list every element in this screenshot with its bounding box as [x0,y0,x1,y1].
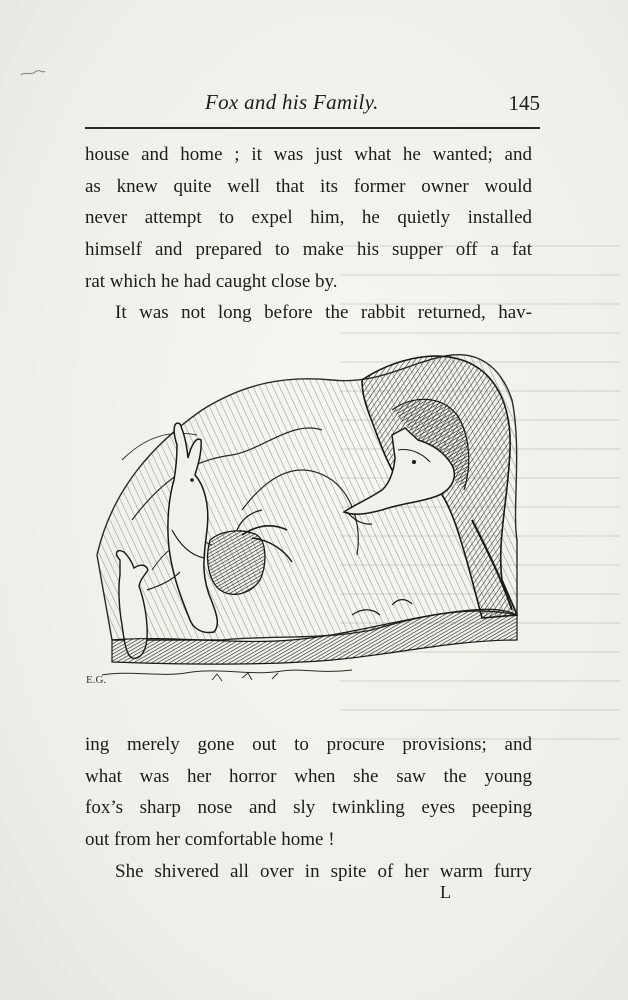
text-line: as knew quite well that its former owner would [85,175,532,197]
body-text-bottom [85,729,532,887]
engraving-illustration [92,340,532,705]
running-title: Fox and his Family. [205,90,379,114]
text-line: She shivered all over in spite of her warm furry [115,860,532,882]
illustrator-signature: E.G. [86,674,107,686]
body-text-top [85,139,532,329]
signature-mark: L [440,882,451,902]
text-line: house and home ; it was just what he wanted; and [85,144,532,165]
pencil-mark-icon [20,68,46,78]
text-line: ing merely gone out to procure provisions; and [85,734,532,755]
text-line: what was her horror when she saw the young [85,765,532,787]
text-line: It was not long before the rabbit returned, hav- [115,302,532,324]
running-header [85,90,540,120]
text-line: out from her comfortable home ! [85,829,335,851]
page-number: 145 [508,91,540,115]
text-line: never attempt to expel him, he quietly installed [85,207,532,229]
text-line: fox’s sharp nose and sly twinkling eyes peeping [85,797,532,819]
text-line: rat which he had caught close by. [85,270,338,292]
text-line: himself and prepared to make his supper off a fat [85,239,532,261]
header-rule [85,127,540,129]
carrot-basket [208,531,265,594]
